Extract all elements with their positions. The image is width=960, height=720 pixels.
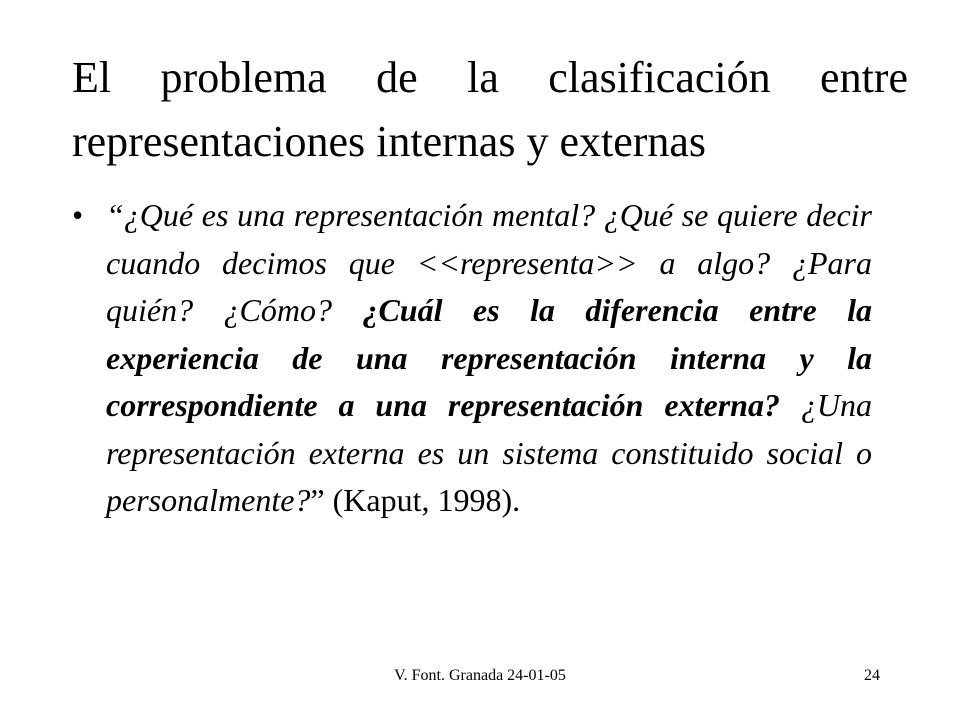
quote-key-question: ¿Cuál es la diferencia entre la experiencia de una representación interna y la correspondiente a una representación externa? [106, 292, 873, 423]
bullet-item [72, 192, 872, 525]
bullet-icon: • [72, 197, 84, 233]
footer-author: V. Font. Granada 24-01-05 [394, 667, 566, 684]
title-line-1: El problema de la clasificación entre [72, 53, 908, 102]
page-number: 24 [864, 667, 880, 684]
quote-final-question: ¿Una representación externa es un sistema constituido social o personalmente? [106, 387, 873, 518]
quote-text [106, 192, 872, 525]
slide-body [72, 192, 872, 525]
quote-questions: ¿Qué es una representación mental? ¿Qué se quiere decir cuando decimos que <<representa>> a algo? ¿Para quién? ¿Cómo? [106, 197, 872, 328]
citation: (Kaput, 1998). [324, 482, 521, 518]
quote-close-mark: ” [310, 482, 325, 518]
title-line-2: representaciones internas y externas [72, 117, 707, 166]
slide-title [72, 46, 908, 174]
quote-open-mark: “ [106, 197, 124, 233]
